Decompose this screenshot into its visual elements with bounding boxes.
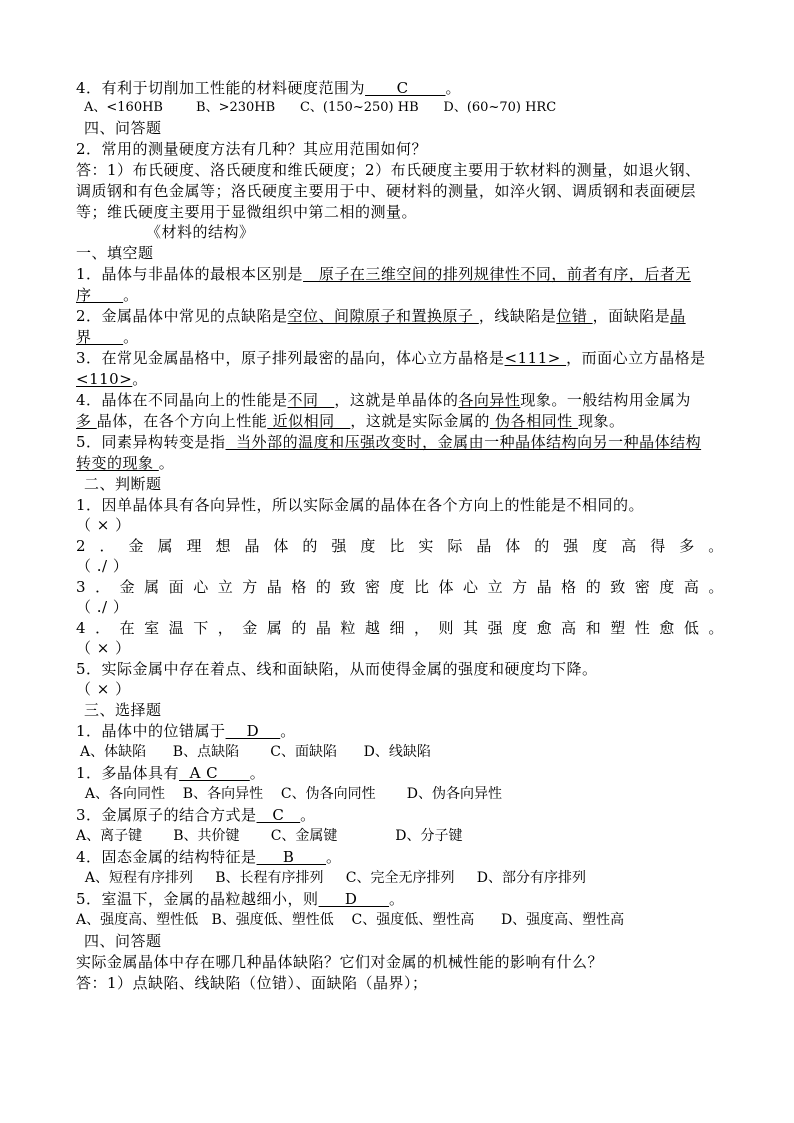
justified-char: 方	[242, 578, 258, 596]
justified-char: 高	[561, 619, 577, 637]
answer-blank: 近似相同	[267, 412, 351, 430]
tf-question-2	[76, 537, 724, 555]
justified-char: 2	[76, 537, 87, 555]
question-text: ，这就是单晶体的	[334, 391, 459, 409]
justified-char: 立	[487, 578, 504, 596]
justified-char: 强	[487, 619, 504, 637]
question-text: ，线缺陷是	[478, 307, 557, 325]
justified-char: 度	[512, 619, 528, 637]
section-title-fill: 一、填空题	[76, 244, 154, 262]
mc-question-1-options: A、体缺陷 B、点缺陷 C、面缺陷 D、线缺陷	[80, 744, 431, 760]
tf-answer-3: （ ./ ）	[76, 598, 129, 616]
answer-blank: 序	[76, 286, 124, 304]
justified-char: 细	[389, 619, 405, 637]
justified-char: 度	[360, 537, 376, 555]
qa-2-question: 实际金属晶体中存在哪几种晶体缺陷？它们对金属的机械性能的影响有什么？	[76, 953, 604, 971]
justified-char: ．	[95, 619, 111, 637]
qa-question: 2．常用的测量硬度方法有几种？其应用范围如何？	[76, 140, 428, 158]
justified-char: 低	[683, 619, 700, 637]
question-text: 5．室温下，金属的晶粒越细小，则	[76, 890, 319, 908]
justified-char: 金	[242, 619, 258, 637]
question-text: 2．金属晶体中常见的点缺陷是	[76, 307, 288, 325]
mc-question-3	[76, 806, 316, 824]
justified-char: ．	[99, 537, 116, 555]
answer-blank: 各向异性	[458, 391, 521, 409]
question-text: 现象。一般结构用金属为	[520, 391, 691, 409]
question-end: 。	[249, 764, 266, 782]
justified-char: 度	[389, 578, 405, 596]
justified-char: 想	[215, 537, 231, 555]
mc-question-5	[76, 890, 405, 908]
justified-char: 属	[266, 619, 283, 637]
justified-char: 致	[610, 578, 626, 596]
justified-char: 粒	[340, 619, 356, 637]
mc-question-1	[76, 722, 296, 740]
section-title-qa-2: 四、问答题	[84, 932, 162, 950]
question-text: 4．固态金属的结构特征是	[76, 848, 257, 866]
answer-blank: C	[256, 806, 301, 824]
justified-char: ．	[95, 578, 111, 596]
mc-question-5-options: A、强度高、塑性低 B、强度低、塑性低 C、强度低、塑性高 D、强度高、塑性高	[76, 912, 625, 928]
qa-answer-line-3: 等；维氏硬度主要用于显微组织中第二相的测量。	[76, 203, 418, 221]
question-end: 。	[300, 806, 316, 824]
answer-blank: A C	[179, 764, 250, 782]
justified-char: 晶	[315, 619, 332, 637]
justified-char: 金	[128, 537, 145, 555]
question-end: 。	[389, 890, 405, 908]
section-title-choice: 三、选择题	[84, 701, 162, 719]
justified-char: 。	[708, 619, 724, 637]
justified-char: 的	[585, 578, 602, 596]
question-text: 1．晶体与非晶体的最根本区别是	[76, 265, 304, 283]
answer-blank: 界	[76, 328, 124, 346]
question-text: 晶体，在各个方向上性能	[96, 412, 268, 430]
tf-question-3	[76, 578, 724, 596]
justified-char: 晶	[244, 537, 260, 555]
fill-question-2-cont	[76, 328, 139, 346]
tf-answer-1: （ × ）	[76, 516, 131, 534]
justified-char: 理	[186, 537, 202, 555]
justified-char: 面	[168, 578, 185, 596]
justified-char: 4	[76, 619, 87, 637]
justified-char: 晶	[266, 578, 283, 596]
justified-char: 格	[561, 578, 577, 596]
justified-char: 。	[708, 537, 724, 555]
justified-char: 的	[291, 619, 307, 637]
justified-char: 和	[585, 619, 602, 637]
fill-question-4	[76, 391, 691, 409]
justified-char: 高	[683, 578, 700, 596]
justified-char: 的	[315, 578, 332, 596]
question-end: 。	[123, 286, 139, 304]
answer-blank: 位错	[556, 307, 593, 325]
answer-blank: <110>	[76, 370, 133, 388]
justified-char: 在	[119, 619, 136, 637]
justified-char: 高	[621, 537, 637, 555]
question-end: 。	[123, 328, 139, 346]
answer-blank: 多	[76, 412, 97, 430]
justified-char: 属	[144, 578, 160, 596]
tf-question-5: 5．实际金属中存在着点、线和面缺陷，从而使得金属的强度和硬度均下降。	[76, 660, 598, 678]
question-text: 3．在常见金属晶格中，原子排列最密的晶向，体心立方晶格是	[76, 349, 505, 367]
mc-question-2-options: A、各向同性 B、各向异性 C、伪各向同性 D、伪各向异性	[76, 786, 502, 802]
mc-question-3-options: A、离子键 B、共价键 C、金属键 D、分子键	[76, 828, 463, 844]
question-end: 。	[280, 722, 296, 740]
question-text: ，面缺陷是	[592, 307, 671, 325]
question-4-hardness	[76, 79, 461, 97]
answer-blank: 伪各相同性	[489, 412, 578, 430]
answer-blank: 空位、间隙原子和置换原子	[287, 307, 479, 325]
justified-char: 。	[708, 578, 724, 596]
justified-char: 愈	[536, 619, 553, 637]
chapter-title: 《材料的结构》	[146, 223, 255, 241]
justified-char: ，	[413, 619, 430, 637]
justified-char: 方	[512, 578, 528, 596]
justified-char: 塑	[610, 619, 626, 637]
mc-question-4	[76, 848, 342, 866]
question-text: 1．多晶体具有	[76, 764, 180, 782]
justified-char: 体	[505, 537, 521, 555]
justified-char: 3	[76, 578, 87, 596]
justified-char: 体	[438, 578, 455, 596]
justified-char: 的	[534, 537, 550, 555]
answer-blank: 原子在三维空间的排列规律性不同，前者有序，后者无	[303, 265, 691, 283]
justified-char: 多	[679, 537, 695, 555]
question-end: 。	[326, 848, 342, 866]
question-end: 。	[445, 79, 462, 97]
justified-char: 的	[302, 537, 318, 555]
question-text: 4．晶体在不同晶向上的性能是	[76, 391, 288, 409]
qa-answer-line-2: 调质钢和有色金属等；洛氏硬度主要用于中、硬材料的测量，如淬火钢、调质钢和表面硬层	[76, 182, 697, 200]
justified-char: 则	[438, 619, 455, 637]
justified-char: 金	[119, 578, 136, 596]
justified-char: 心	[463, 578, 479, 596]
answer-blank: B	[256, 848, 327, 866]
justified-char: 其	[463, 619, 479, 637]
fill-question-1-cont	[76, 286, 139, 304]
justified-char: 性	[634, 619, 651, 637]
fill-question-4-cont	[76, 412, 624, 430]
qa-answer-line-1: 答：1）布氏硬度、洛氏硬度和维氏硬度；2）布氏硬度主要用于软材料的测量，如退火钢、	[76, 161, 701, 179]
justified-char: 度	[592, 537, 608, 555]
justified-char: 愈	[659, 619, 675, 637]
justified-char: 密	[634, 578, 651, 596]
section-title-true-false: 二、判断题	[84, 475, 162, 493]
answer-blank: C	[365, 79, 446, 97]
tf-answer-2: （ ./ ）	[76, 557, 129, 575]
justified-char: 比	[389, 537, 405, 555]
qa-2-answer: 答：1）点缺陷、线缺陷（位错）、面缺陷（晶界）；	[76, 974, 428, 992]
justified-char: 温	[168, 619, 185, 637]
justified-char: 越	[364, 619, 381, 637]
question-text: ，而面心立方晶格是	[566, 349, 706, 367]
justified-char: 强	[331, 537, 347, 555]
justified-char: 下	[193, 619, 209, 637]
question-4-options: A、<160HB B、>230HB C、(150~250) HB D、(60~70) HRC	[84, 100, 557, 115]
tf-question-1: 1．因单晶体具有各向异性，所以实际金属的晶体在各个方向上的性能是不相同的。	[76, 496, 645, 514]
justified-char: 强	[563, 537, 579, 555]
mc-question-4-options: A、短程有序排列 B、长程有序排列 C、完全无序排列 D、部分有序排列	[76, 870, 586, 886]
justified-char: 体	[273, 537, 289, 555]
justified-char: 致	[340, 578, 356, 596]
question-end: 。	[158, 454, 175, 472]
answer-blank: 转变的现象	[76, 454, 159, 472]
tf-question-4	[76, 619, 724, 637]
tf-answer-5: （ × ）	[76, 680, 131, 698]
section-title-qa: 四、问答题	[84, 119, 162, 137]
question-text: 1．晶体中的位错属于	[76, 722, 226, 740]
question-text: ，这就是实际金属的	[350, 412, 490, 430]
justified-char: 晶	[536, 578, 553, 596]
fill-question-2	[76, 307, 686, 325]
question-text: 5．同素异构转变是指	[76, 433, 226, 451]
fill-question-1	[76, 265, 691, 283]
justified-char: 得	[650, 537, 666, 555]
fill-question-5	[76, 433, 701, 451]
answer-blank: 晶	[670, 307, 686, 325]
justified-char: 立	[217, 578, 234, 596]
fill-question-3	[76, 349, 706, 367]
answer-blank: 当外部的温度和压强改变时，金属由一种晶体结构向另一种晶体结构	[225, 433, 702, 451]
justified-char: ，	[217, 619, 234, 637]
fill-question-5-cont	[76, 454, 174, 472]
justified-char: 晶	[476, 537, 492, 555]
justified-char: 度	[659, 578, 675, 596]
justified-char: 属	[157, 537, 173, 555]
justified-char: 心	[193, 578, 209, 596]
question-text: 4．有利于切削加工性能的材料硬度范围为	[76, 79, 366, 97]
justified-char: 格	[291, 578, 307, 596]
justified-char: 室	[144, 619, 160, 637]
question-end: 。	[132, 370, 148, 388]
justified-char: 际	[447, 537, 463, 555]
answer-blank: 不同	[287, 391, 335, 409]
justified-char: 比	[413, 578, 430, 596]
answer-blank: D	[225, 722, 281, 740]
mc-question-2	[76, 764, 265, 782]
justified-char: 实	[418, 537, 434, 555]
question-text: 3．金属原子的结合方式是	[76, 806, 257, 824]
answer-blank: <111>	[504, 349, 567, 367]
justified-char: 密	[364, 578, 381, 596]
fill-question-3-cont	[76, 370, 148, 388]
tf-answer-4: （ × ）	[76, 639, 131, 657]
answer-blank: D	[318, 890, 390, 908]
question-end: 现象。	[577, 412, 625, 430]
